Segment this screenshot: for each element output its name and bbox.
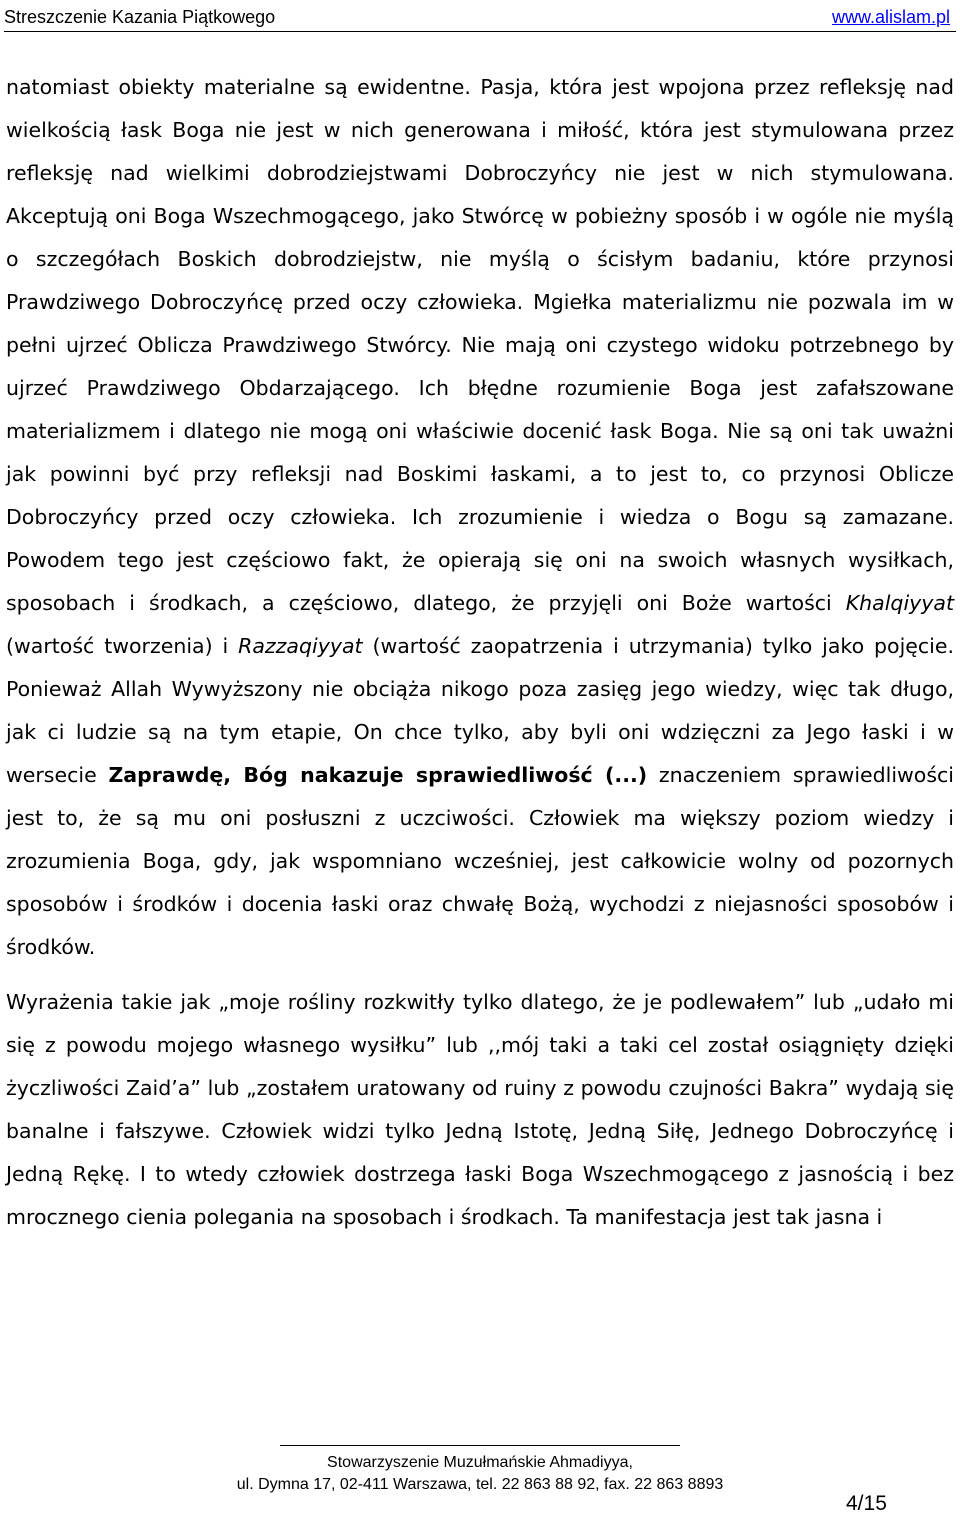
footer-organization: Stowarzyszenie Muzułmańskie Ahmadiyya,	[327, 1454, 633, 1471]
paragraph-1-text-3: (wartość zaopatrzenia i utrzymania) tylko jako pojęcie. Ponieważ Allah Wywyższony nie obciąża nikogo poza zasięg jego wiedzy, więc tak długo, jak ci ludzie są na tym etapie, On chce tylko, aby byli oni wdzięczni za Jego łaski i w wersecie	[6, 634, 954, 787]
document-body	[6, 66, 954, 1239]
paragraph-1-text-1: natomiast obiekty materialne są ewidentne. Pasja, która jest wpojona przez refleksję nad wielkością łask Boga nie jest w nich generowana i miłość, która jest stymulowana przez refleksję nad wielkimi dobrodziejstwami Dobroczyńcy nie jest w nich stymulowana. Akceptują oni Boga Wszechmogącego, jako Stwórcę w pobieżny sposób i w ogóle nie myślą o szczegółach Boskich dobrodziejstw, nie myślą o ścisłym badaniu, które przynosi Prawdziwego Dobroczyńcę przed oczy człowieka. Mgiełka materializmu nie pozwala im w pełni ujrzeć Oblicza Prawdziwego Stwórcy. Nie mają oni czystego widoku potrzebnego by ujrzeć Prawdziwego Obdarzającego. Ich błędne rozumienie Boga jest zafałszowane materializmem i dlatego nie mogą oni właściwie docenić łask Boga. Nie są oni tak uważni jak powinni być przy refleksji nad Boskimi łaskami, a to jest to, co przynosi Oblicze Dobroczyńcy przed oczy człowieka. Ich zrozumienie i wiedza o Bogu są zamazane. Powodem tego jest częściowo fakt, że opierają się oni na swoich własnych wysiłkach, sposobach i środkach, a częściowo, dlatego, że przyjęli oni Boże wartości	[6, 75, 954, 615]
footer-divider	[280, 1445, 680, 1446]
paragraph-1-text-4: znaczeniem sprawiedliwości jest to, że są mu oni posłuszni z uczciwości. Człowiek ma większy poziom wiedzy i zrozumienia Boga, gdy, jak wspomniano wcześniej, jest całkowicie wolny od pozornych sposobów i środków i docenia łaski oraz chwałę Bożą, wychodzi z niejasności sposobów i środków.	[6, 763, 954, 959]
term-khalqiyyat: Khalqiyyat	[845, 591, 954, 615]
page-footer	[0, 1452, 960, 1496]
paragraph-1	[6, 66, 954, 969]
quran-verse-quote: Zaprawdę, Bóg nakazuje sprawiedliwość (...)	[108, 763, 648, 787]
footer-address: ul. Dymna 17, 02-411 Warszawa, tel. 22 863 88 92, fax. 22 863 8893	[236, 1476, 724, 1493]
page-number: 4/15	[846, 1492, 887, 1515]
header-divider	[4, 31, 956, 32]
header-title: Streszczenie Kazania Piątkowego	[4, 7, 276, 27]
paragraph-1-text-2: (wartość tworzenia) i	[6, 634, 239, 658]
paragraph-2: Wyrażenia takie jak „moje rośliny rozkwitły tylko dlatego, że je podlewałem” lub „udało mi się z powodu mojego własnego wysiłku” lub ,,mój taki a taki cel został osiągnięty dzięki życzliwości Zaid’a” lub „zostałem uratowany od ruiny z powodu czujności Bakra” wydają się banalne i fałszywe. Człowiek widzi tylko Jedną Istotę, Jedną Siłę, Jednego Dobroczyńcę i Jedną Rękę. I to wtedy człowiek dostrzega łaski Boga Wszechmogącego z jasnością i bez mrocznego cienia polegania na sposobach i środkach. Ta manifestacja jest tak jasna i	[6, 990, 954, 1229]
term-razzaqiyyat: Razzaqiyyat	[238, 634, 363, 658]
header-site-link[interactable]: www.alislam.pl	[831, 7, 950, 27]
page-header	[0, 4, 960, 32]
